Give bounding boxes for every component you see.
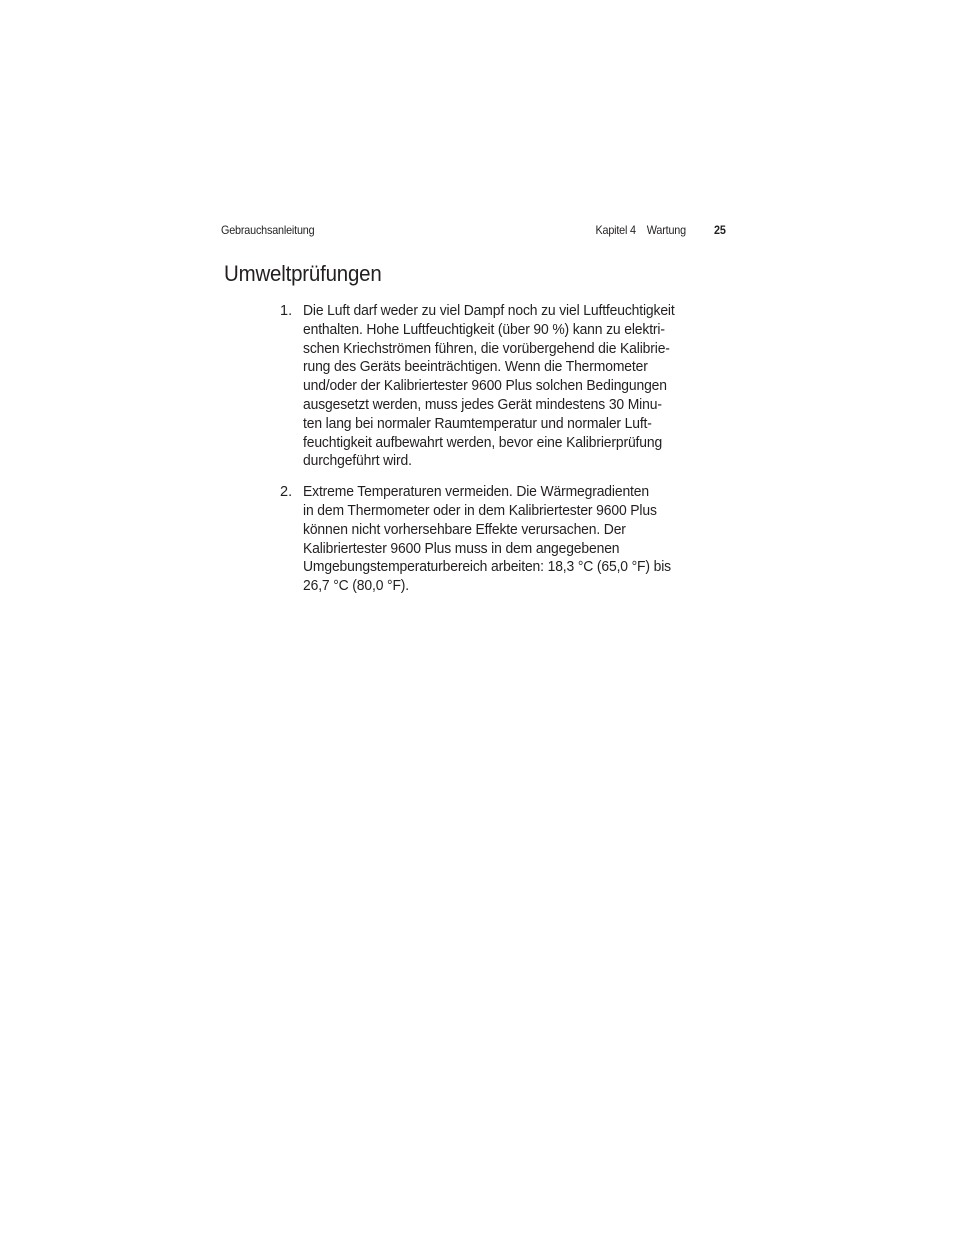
- section-label: Wartung: [647, 223, 687, 237]
- instruction-list: [280, 302, 730, 608]
- step-number: 1.: [280, 303, 293, 319]
- page-number: 25: [714, 223, 726, 237]
- page-title: Umweltprüfungen: [224, 261, 382, 286]
- step-text-line: ausgesetzt werden, muss jedes Gerät mindestens 30 Minu-: [303, 396, 662, 413]
- step-text-line: enthalten. Hohe Luftfeuchtigkeit (über 90 %) kann zu elektri-: [303, 321, 665, 338]
- step-text-line: Umgebungstemperaturbereich arbeiten: 18,3 °C (65,0 °F) bis: [303, 559, 671, 576]
- step-text-line: 26,7 °C (80,0 °F).: [303, 578, 410, 595]
- step-text-line: und/oder der Kalibriertester 9600 Plus solchen Bedingungen: [303, 378, 667, 395]
- step-text-line: schen Kriechströmen führen, die vorübergehend die Kalibrie-: [303, 340, 670, 357]
- step-text-line: rung des Geräts beeinträchtigen. Wenn die Thermometer: [303, 359, 648, 376]
- chapter-label: Kapitel 4: [595, 223, 637, 237]
- step-text-line: in dem Thermometer oder in dem Kalibriertester 9600 Plus: [303, 502, 657, 519]
- step-text-line: ten lang bei normaler Raumtemperatur und normaler Luft-: [303, 415, 652, 432]
- step-text-line: Die Luft darf weder zu viel Dampf noch zu viel Luftfeuchtigkeit: [303, 303, 675, 319]
- step-number: 2.: [280, 484, 293, 501]
- step-text-line: Kalibriertester 9600 Plus muss in dem angegebenen: [303, 540, 620, 557]
- step-text-line: können nicht vorhersehbare Effekte verursachen. Der: [303, 521, 626, 538]
- step-text-line: Extreme Temperaturen vermeiden. Die Wärmegradienten: [303, 484, 649, 501]
- step-text-line: durchgeführt wird.: [303, 453, 412, 470]
- chapter-info: [596, 221, 726, 239]
- list-item: [280, 483, 730, 596]
- manual-name: Gebrauchsanleitung: [221, 223, 315, 237]
- running-header: [221, 221, 726, 239]
- step-text-line: feuchtigkeit aufbewahrt werden, bevor eine Kalibrierprüfung: [303, 434, 663, 451]
- list-item: [280, 302, 730, 471]
